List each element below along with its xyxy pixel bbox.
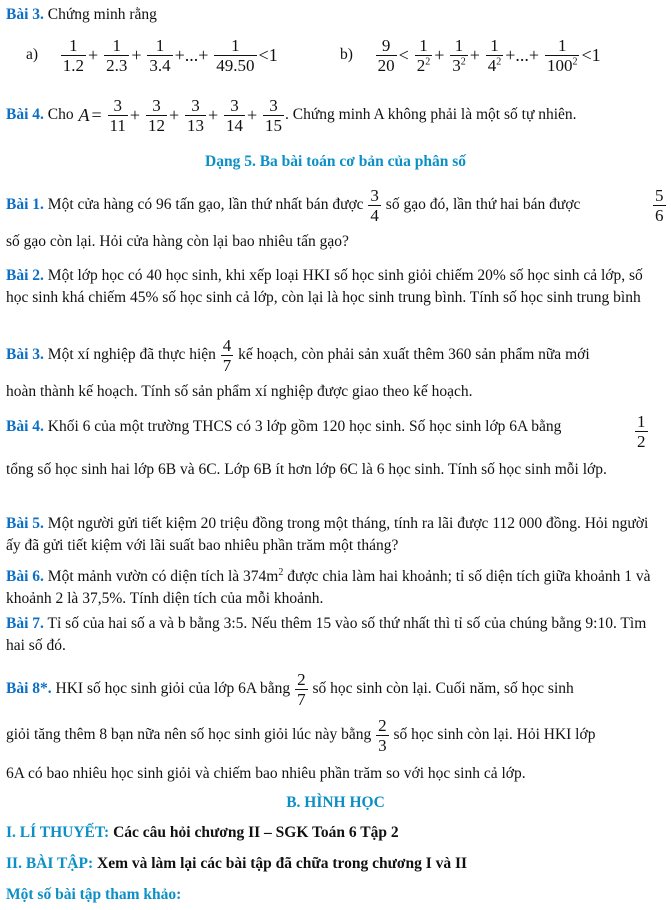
exercise-text: HKI số học sinh giỏi của lớp 6A bằng	[55, 680, 291, 698]
section-text: Xem và làm lại các bài tập đã chữa trong chương I và II	[97, 855, 468, 872]
exercise-label: Bài 3.	[6, 6, 44, 23]
exercise-text: Một người gửi tiết kiệm 20 triệu đồng trong một tháng, tính ra lãi được 112 000 đồng. Hỏi người ấy đã gửi tiết kiệm với lãi suất bao nhiêu phần trăm một tháng?	[6, 515, 649, 554]
section-label: II. BÀI TẬP:	[6, 855, 94, 872]
theory-line	[6, 824, 399, 842]
section-text: Các câu hỏi chương II – SGK Toán 6 Tập 2	[113, 824, 399, 841]
exercise-5	[6, 513, 666, 557]
exercise-label: Bài 1.	[6, 196, 44, 214]
exercise-3-proof	[6, 4, 666, 26]
variable-a: A	[78, 105, 90, 125]
exercise-4-line1	[6, 418, 561, 436]
exercise-text: Một cửa hàng có 96 tấn gạo, lần thứ nhất bán được	[47, 196, 364, 214]
exercise-label: Bài 5.	[6, 515, 44, 532]
exercise-1-line1: Bài 1. Một cửa hàng có 96 tấn gạo, lần thứ nhất bán được $\frac{3}{4}$ số gạo đó, lần thứ hai bán được	[6, 186, 581, 225]
exercise-label: Bài 8*.	[6, 680, 52, 698]
exercise-text: Một mảnh vườn có diện tích là 374m	[47, 568, 279, 586]
exercise-2	[6, 265, 666, 309]
exercise-text: Tỉ số của hai số a và b bằng 3:5. Nếu thêm 15 vào số thứ nhất thì tỉ số của chúng bằng 9:10. Tìm hai số đó.	[6, 615, 647, 654]
section-heading-geometry: B. HÌNH HỌC	[286, 794, 385, 811]
exercise-text: số học sinh còn lại. Hỏi HKI lớp	[393, 726, 596, 744]
exercise-text: số gạo đó, lần thứ hai bán được	[385, 196, 581, 214]
exercise-label: Bài 4.	[6, 106, 44, 124]
exercise-text: hoàn thành kế hoạch. Tính số sản phẩm xí nghiệp được giao theo kế hoạch.	[6, 383, 473, 400]
fraction-1-2: $\frac{1}{2}$	[637, 412, 646, 451]
exercise-text: Một lớp học có 40 học sinh, khi xếp loại HKI số học sinh giỏi chiếm 20% số học sinh cả lớp, số học sinh khá chiếm 45% số học sinh cả lớp, còn lại là học sinh trung bình. Tính số học sinh trung bình	[6, 267, 643, 306]
exercise-6	[6, 562, 666, 610]
exercise-label: Bài 7.	[6, 615, 44, 632]
exercise-text: Cho	[47, 106, 74, 124]
exercise-text: tổng số học sinh hai lớp 6B và 6C. Lớp 6B ít hơn lớp 6C là 6 học sinh. Tính số học sinh mỗi lớp.	[6, 461, 607, 478]
exercise-8-line1: Bài 8*. HKI số học sinh giỏi của lớp 6A bằng $\frac{2}{7}$ số học sinh còn lại. Cuối năm, số học sinh	[6, 670, 574, 709]
superscript: 2	[278, 567, 284, 578]
exercise-label: Bài 3.	[6, 346, 44, 364]
exercises-line	[6, 855, 467, 873]
section-label: I. LÍ THUYẾT:	[6, 824, 110, 841]
reference-heading: Một số bài tập tham khảo:	[6, 886, 182, 903]
exercise-label: Bài 2.	[6, 267, 44, 284]
exercise-text: giỏi tăng thêm 8 bạn nữa nên số học sinh giỏi lúc này bằng	[6, 726, 372, 744]
part-label: b)	[340, 46, 353, 64]
exercise-8-line2: giỏi tăng thêm 8 bạn nữa nên số học sinh giỏi lúc này bằng $\frac{2}{3}$ số học sinh còn lại. Hỏi HKI lớp	[6, 716, 596, 755]
exercise-text: Khối 6 của một trường THCS có 3 lớp gồm 120 học sinh. Số học sinh lớp 6A bằng	[47, 418, 562, 435]
exercise-text: được chia làm hai khoảnh; tỉ số diện tích giữa khoảnh 1 và khoảnh 2 là 37,5%. Tính diện tích của mỗi khoảnh.	[6, 568, 651, 608]
exercise-text: Chứng minh rằng	[47, 6, 157, 23]
exercise-4-natural-number: Bài 4. Cho A = $\frac{3}{11}$ + $\frac{3}{12}$ + $\frac{3}{13}$ + $\frac{3}{14}$ + $\frac{3}{15}$ . Chứng minh A không phải là một số tự nhiên.	[6, 96, 577, 135]
fraction-5-6: $\frac{5}{6}$	[655, 186, 664, 225]
exercise-text: 6A có bao nhiêu học sinh giỏi và chiếm bao nhiêu phần trăm so với học sinh cả lớp.	[6, 765, 526, 782]
inequality-b: b) $\frac{9}{20}$ < $\frac{1}{2^2}$ + $\frac{1}{3^2}$ + $\frac{1}{4^2}$ +...+ $\frac{1}{100^2}$ <1	[340, 36, 601, 75]
exercise-text: số gạo còn lại. Hỏi cửa hàng còn lại bao nhiêu tấn gạo?	[6, 233, 349, 250]
inequality-a: a) $\frac{1}{1.2}$ + $\frac{1}{2.3}$ + $\frac{1}{3.4}$ +...+ $\frac{1}{49.50}$ <1	[26, 36, 278, 75]
exercise-text: số học sinh còn lại. Cuối năm, số học sinh	[312, 680, 574, 698]
exercise-label: Bài 4.	[6, 418, 44, 435]
part-label: a)	[26, 46, 39, 64]
exercise-text: kế hoạch, còn phải sản xuất thêm 360 sản phẩm nữa mới	[238, 346, 590, 364]
exercise-label: Bài 6.	[6, 568, 44, 586]
exercise-7	[6, 613, 666, 657]
section-heading: Dạng 5. Ba bài toán cơ bản của phân số	[205, 153, 466, 170]
exercise-text: . Chứng minh A không phải là một số tự nhiên.	[285, 106, 577, 124]
exercise-text: Một xí nghiệp đã thực hiện	[47, 346, 216, 364]
exercise-3-line1: Bài 3. Một xí nghiệp đã thực hiện $\frac{4}{7}$ kế hoạch, còn phải sản xuất thêm 360 sản phẩm nữa mới	[6, 336, 590, 375]
